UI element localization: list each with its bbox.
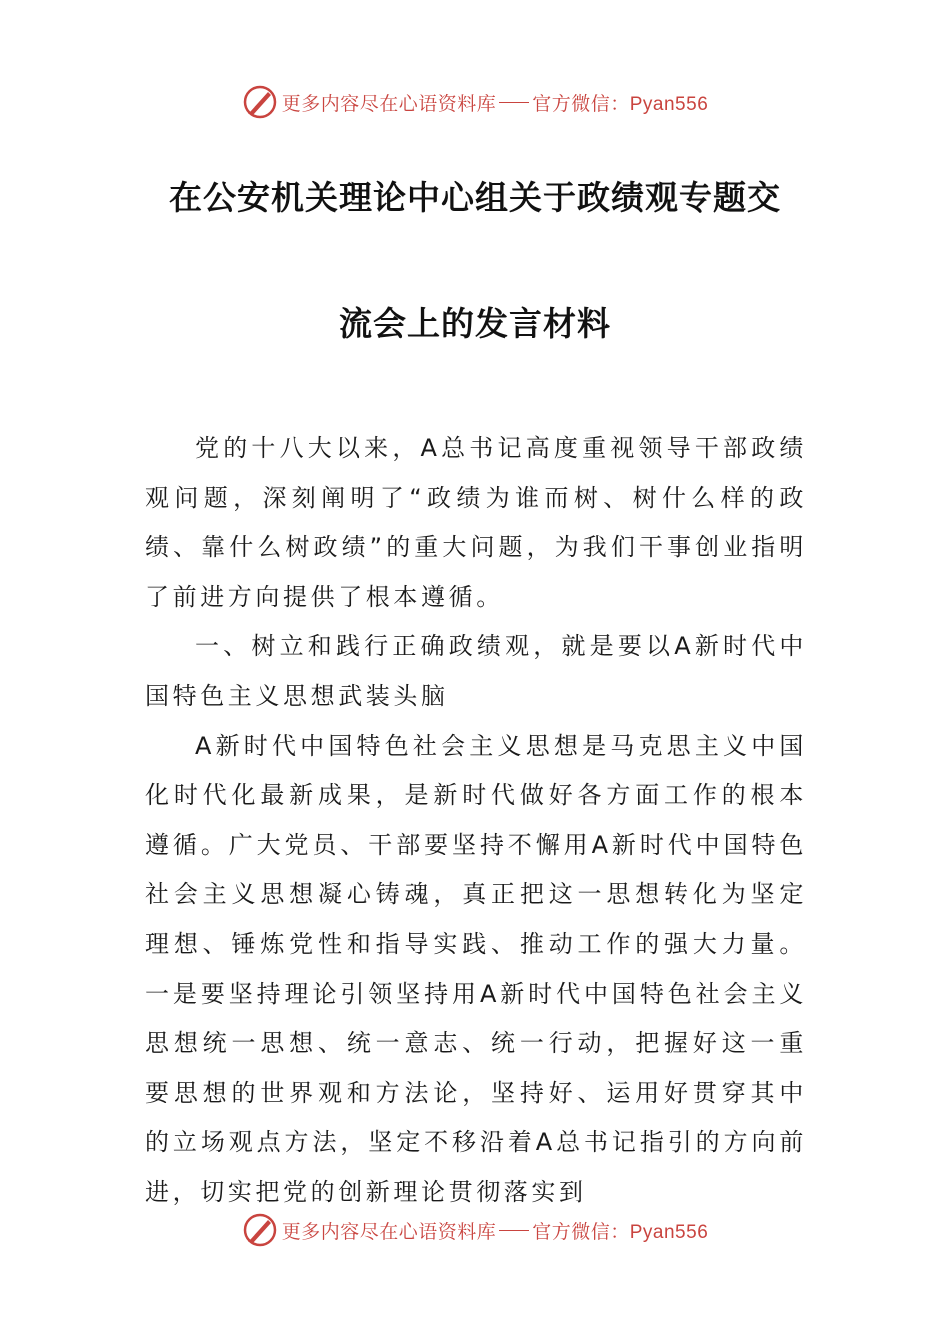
paragraph-body-1: A新时代中国特色社会主义思想是马克思主义中国化时代化最新成果，是新时代做好各方面工作的根本遵循。广大党员、干部要坚持不懈用A新时代中国特色社会主义思想凝心铸魂，真正把这一思想转化为坚定理想、锤炼党性和指导实践、推动工作的强大力量。一是要坚持理论引领坚持用A新时代中国特色社会主义思想统一思想、统一意志、统一行动，把握好这一重要思想的世界观和方法论，坚持好、运用好贯穿其中的立场观点方法，坚定不移沿着A总书记指引的方向前进，切实把党的创新理论贯彻落实到	[145, 731, 807, 1206]
document-body	[145, 424, 807, 1218]
watermark-site-text: 更多内容尽在心语资料库	[281, 1220, 497, 1243]
header-watermark	[0, 82, 950, 122]
pen-logo-icon	[242, 84, 278, 120]
watermark-dash	[499, 102, 529, 103]
document-title-line-2: 流会上的发言材料	[339, 304, 611, 343]
document-title-line-1: 在公安机关理论中心组关于政绩观专题交	[169, 178, 781, 217]
paragraph-intro: 党的十八大以来，A总书记高度重视领导干部政绩观问题，深刻阐明了“政绩为谁而树、树什么样的政绩、靠什么树政绩”的重大问题，为我们干事创业指明了前进方向提供了根本遵循。	[145, 434, 807, 611]
footer-watermark	[0, 1210, 950, 1250]
paragraph-heading-1: 一、树立和践行正确政绩观，就是要以A新时代中国特色主义思想武装头脑	[145, 632, 807, 710]
watermark-wechat-text: 官方微信：Pyan556	[532, 1221, 709, 1243]
watermark-dash	[499, 1230, 529, 1231]
watermark-site-text: 更多内容尽在心语资料库	[281, 92, 497, 115]
pen-logo-icon	[242, 1212, 278, 1248]
watermark-wechat-text: 官方微信：Pyan556	[532, 93, 709, 115]
